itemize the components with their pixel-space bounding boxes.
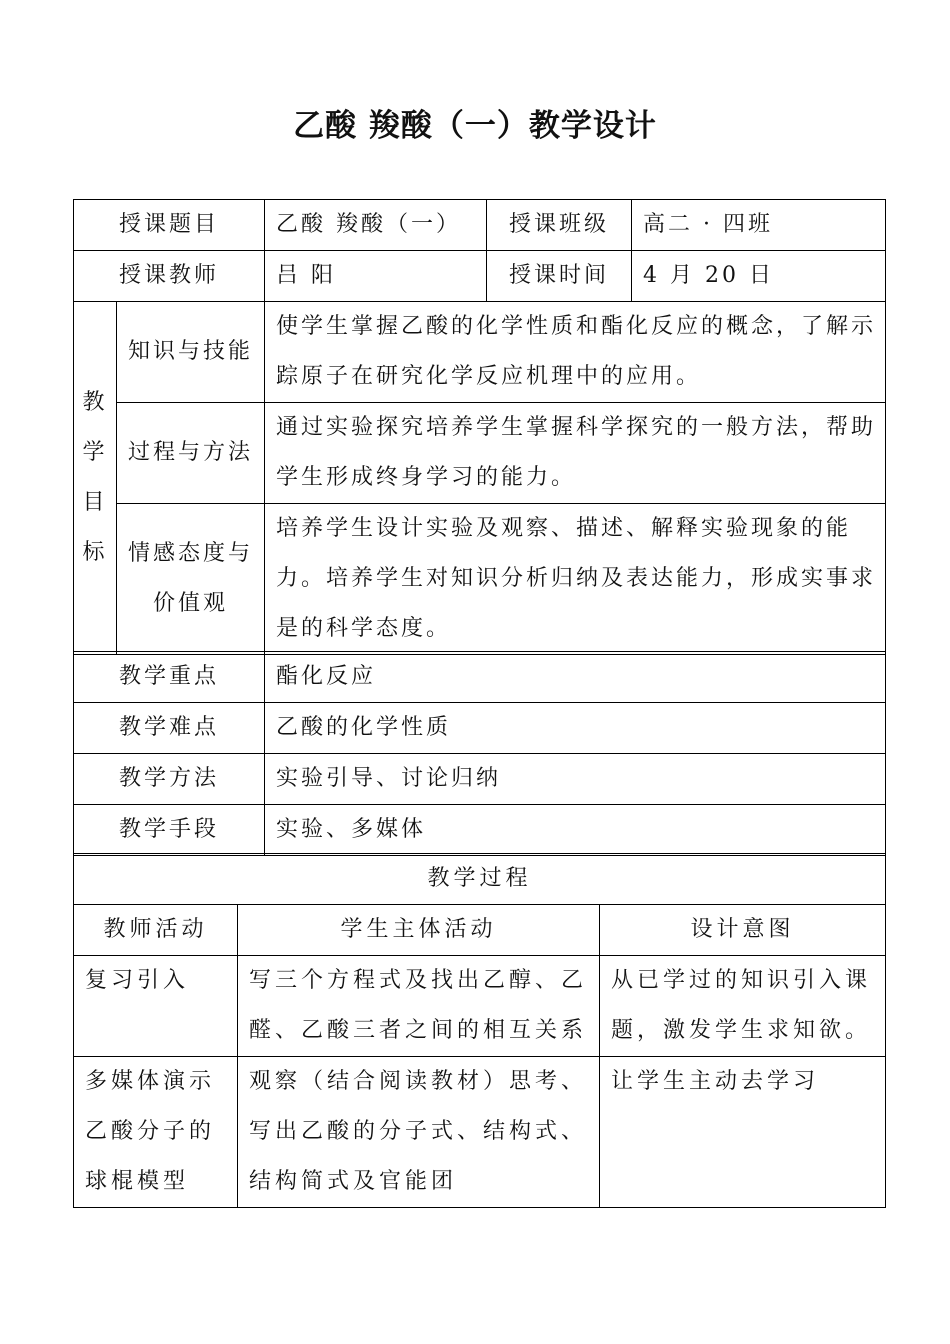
teacher-value: 吕 阳 xyxy=(265,251,487,302)
time-label: 授课时间 xyxy=(487,251,632,302)
objective-attitude-label-line: 情感态度与 xyxy=(128,541,254,566)
design-intent: 让学生主动去学习 xyxy=(600,1057,886,1208)
objective-attitude-text: 培养学生设计实验及观察、描述、解释实验现象的能力。培养学生对知识分析归纳及表达能力，形成实事求是的科学态度。 xyxy=(265,504,886,655)
header-intent: 设计意图 xyxy=(600,905,886,956)
student-activity: 写三个方程式及找出乙醇、乙醛、乙酸三者之间的相互关系 xyxy=(238,956,600,1057)
lesson-info-table xyxy=(73,199,886,655)
method-value: 实验引导、讨论归纳 xyxy=(265,754,886,805)
objective-process-text: 通过实验探究培养学生掌握科学探究的一般方法，帮助学生形成终身学习的能力。 xyxy=(265,403,886,504)
objective-process-label: 过程与方法 xyxy=(117,403,265,504)
teacher-activity: 多媒体演示乙酸分子的球棍模型 xyxy=(74,1057,238,1208)
design-intent: 从已学过的知识引入课题，激发学生求知欲。 xyxy=(600,956,886,1057)
key-point-label: 教学重点 xyxy=(74,652,265,703)
means-value: 实验、多媒体 xyxy=(265,805,886,856)
objective-knowledge-text: 使学生掌握乙酸的化学性质和酯化反应的概念，了解示踪原子在研究化学反应机理中的应用。 xyxy=(265,302,886,403)
objective-attitude-label xyxy=(117,504,265,655)
objectives-label-char: 教 xyxy=(82,390,108,415)
class-label: 授课班级 xyxy=(487,200,632,251)
class-value: 高二 · 四班 xyxy=(632,200,886,251)
table-row xyxy=(74,1057,886,1208)
header-student: 学生主体活动 xyxy=(238,905,600,956)
teacher-label: 授课教师 xyxy=(74,251,265,302)
page-title: 乙酸 羧酸（一）教学设计 xyxy=(293,108,657,144)
objectives-label-char: 学 xyxy=(82,440,108,465)
key-point-value: 酯化反应 xyxy=(265,652,886,703)
process-table xyxy=(73,853,886,1208)
means-label: 教学手段 xyxy=(74,805,265,856)
time-value: 4 月 20 日 xyxy=(632,251,886,302)
objectives-label-char: 目 xyxy=(82,490,108,515)
student-activity: 观察（结合阅读教材）思考、写出乙酸的分子式、结构式、结构简式及官能团 xyxy=(238,1057,600,1208)
lesson-points-table xyxy=(73,651,886,856)
difficulty-label: 教学难点 xyxy=(74,703,265,754)
header-teacher: 教师活动 xyxy=(74,905,238,956)
objectives-label-char: 标 xyxy=(82,540,108,565)
table-row xyxy=(74,956,886,1057)
process-title: 教学过程 xyxy=(74,854,886,905)
objective-knowledge-label: 知识与技能 xyxy=(117,302,265,403)
difficulty-value: 乙酸的化学性质 xyxy=(265,703,886,754)
objectives-label xyxy=(74,302,117,655)
topic-value: 乙酸 羧酸（一） xyxy=(265,200,487,251)
teacher-activity: 复习引入 xyxy=(74,956,238,1057)
objective-attitude-label-line: 价值观 xyxy=(153,591,229,616)
method-label: 教学方法 xyxy=(74,754,265,805)
topic-label: 授课题目 xyxy=(74,200,265,251)
